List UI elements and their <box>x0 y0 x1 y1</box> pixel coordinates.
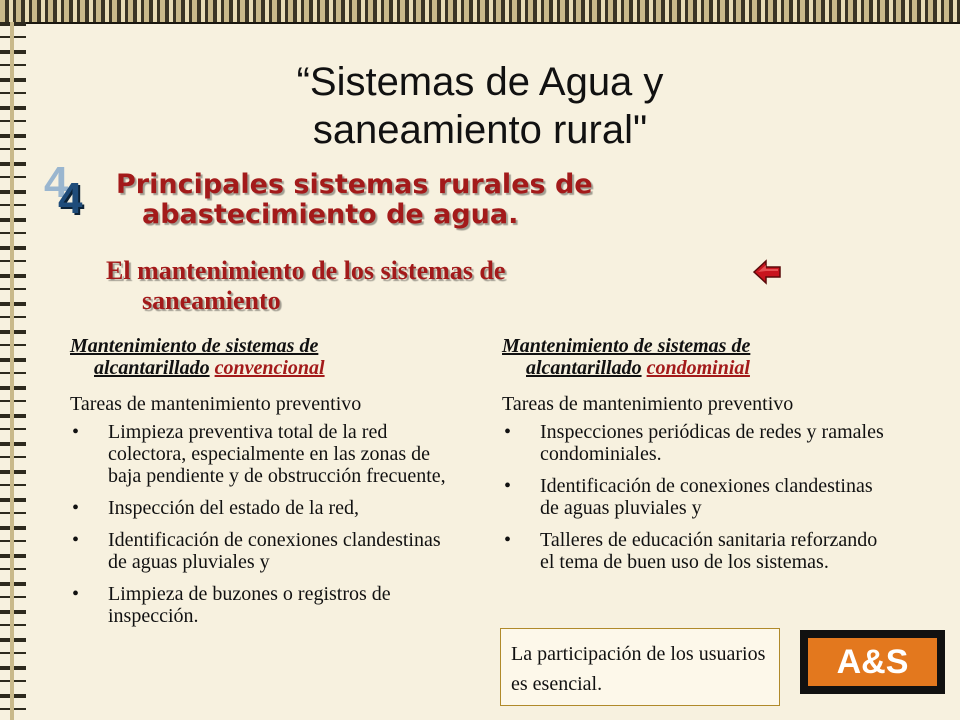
section-title-line-2: saneamiento <box>142 286 281 315</box>
left-column <box>70 335 470 637</box>
note-box: La participación de los usuarios es esencial. <box>500 628 780 706</box>
section-number-front: 4 <box>58 174 83 223</box>
logo-text: A&S <box>808 638 937 686</box>
logo <box>800 630 945 694</box>
left-heading-highlight: convencional <box>214 357 325 379</box>
back-button[interactable] <box>752 258 782 286</box>
decorative-border-top <box>0 0 960 24</box>
right-tasks-label: Tareas de mantenimiento preventivo <box>502 393 794 415</box>
decorative-border-left <box>0 22 34 720</box>
left-heading-cont-text: alcantarillado <box>94 357 210 379</box>
list-item: • Identificación de conexiones clandestinas de aguas pluviales y <box>502 475 892 519</box>
list-item: • Talleres de educación sanitaria reforzando el tema de buen uso de los sistemas. <box>502 529 892 573</box>
list-item: • Limpieza de buzones o registros de inspección. <box>70 583 460 627</box>
decorative-border-left-stripe <box>10 22 14 720</box>
list-item: • Inspecciones periódicas de redes y ramales condominiales. <box>502 421 892 465</box>
back-arrow-icon <box>752 258 782 286</box>
section-title <box>106 256 666 316</box>
section-number-shadow: 4 <box>44 158 69 207</box>
right-heading-highlight: condominial <box>646 357 750 379</box>
page-title: “Sistemas de Agua y saneamiento rural" <box>296 60 664 152</box>
subtitle-line-2: abastecimiento de agua. <box>142 199 519 230</box>
right-task-list <box>502 421 902 573</box>
left-heading-cont <box>70 357 470 379</box>
right-column <box>502 335 902 583</box>
left-tasks-label: Tareas de mantenimiento preventivo <box>70 393 362 415</box>
right-heading-cont <box>502 357 902 379</box>
list-item: • Inspección del estado de la red, <box>70 497 460 519</box>
right-column-heading <box>502 335 902 379</box>
list-item: • Identificación de conexiones clandestinas de aguas pluviales y <box>70 529 460 573</box>
right-heading-lead: Mantenimiento de sistemas de <box>502 335 751 357</box>
left-task-list <box>70 421 470 627</box>
subtitle-line-1: Principales sistemas rurales de <box>116 169 593 200</box>
right-heading-cont-text: alcantarillado <box>526 357 642 379</box>
list-item: • Limpieza preventiva total de la red colectora, especialmente en las zonas de baja pendiente y de obstrucción frecuente, <box>70 421 460 487</box>
section-title-line-1: El mantenimiento de los sistemas de <box>106 256 506 285</box>
left-heading-lead: Mantenimiento de sistemas de <box>70 335 319 357</box>
section-number <box>44 158 104 228</box>
subtitle <box>116 170 716 230</box>
left-column-heading <box>70 335 470 379</box>
